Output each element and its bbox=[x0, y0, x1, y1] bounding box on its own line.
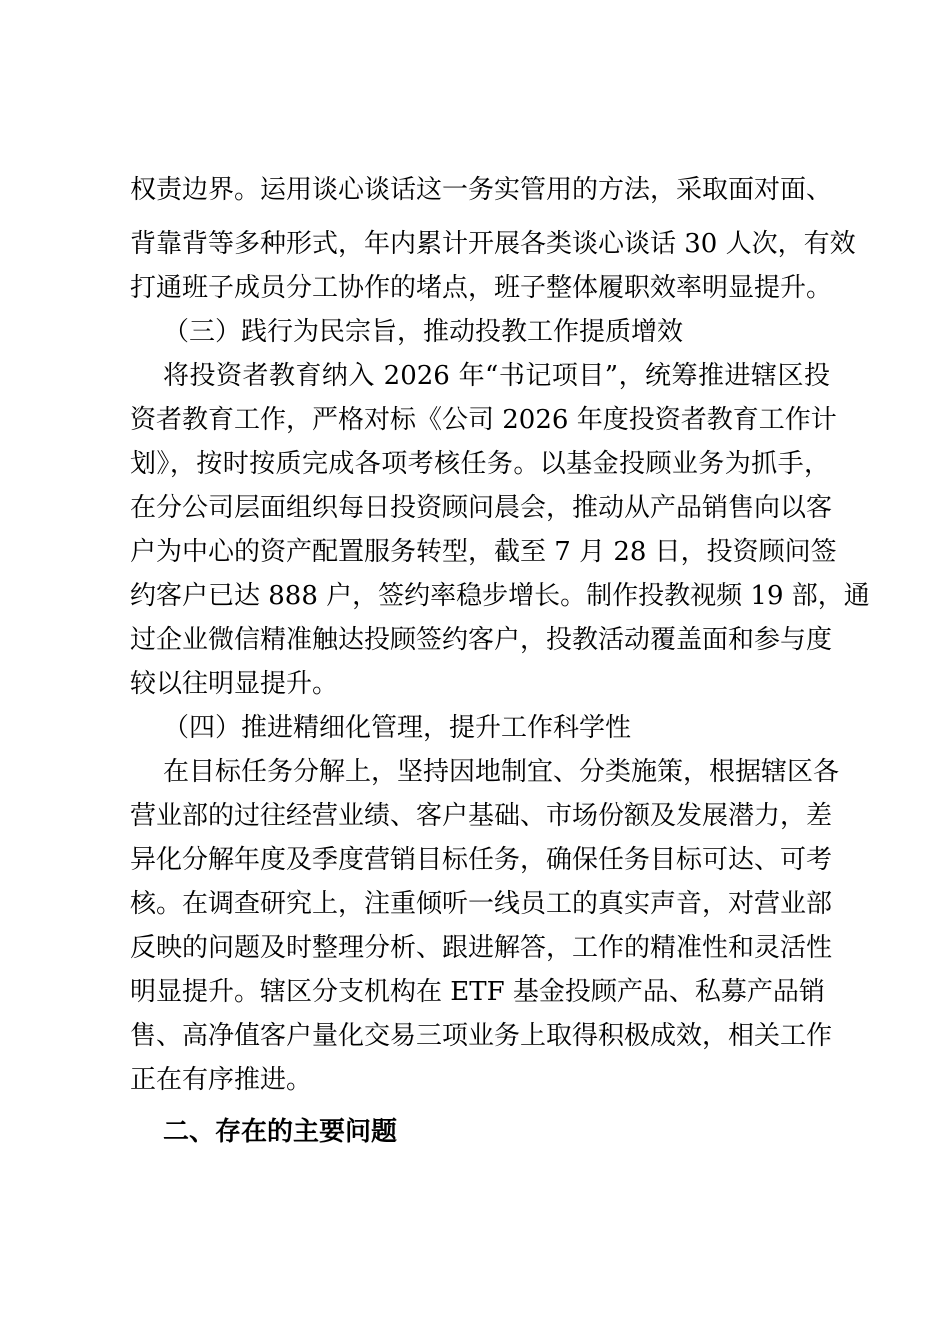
body-text-line: 过企业微信精准触达投顾签约客户，投教活动覆盖面和参与度 bbox=[130, 625, 833, 655]
body-text-line: 划》，按时按质完成各项考核任务。以基金投顾业务为抓手， bbox=[130, 449, 830, 479]
body-text-line: 将投资者教育纳入 2026 年“书记项目”，统筹推进辖区投 bbox=[163, 361, 830, 391]
body-text-line: 异化分解年度及季度营销目标任务，确保任务目标可达、可考 bbox=[130, 845, 833, 875]
body-text-line: 资者教育工作，严格对标《公司 2026 年度投资者教育工作计 bbox=[130, 405, 837, 435]
body-text-line: 背靠背等多种形式，年内累计开展各类谈心谈话 30 人次，有效 bbox=[130, 229, 856, 259]
body-text-line: 约客户已达 888 户，签约率稳步增长。制作投教视频 19 部，通 bbox=[130, 581, 870, 611]
body-text-line: 较以往明显提升。 bbox=[130, 669, 339, 699]
body-text-line: 营业部的过往经营业绩、客户基础、市场份额及发展潜力，差 bbox=[130, 801, 833, 831]
body-text-line: 正在有序推进。 bbox=[130, 1065, 313, 1095]
body-text-line: 核。在调查研究上，注重倾听一线员工的真实声音，对营业部 bbox=[130, 889, 833, 919]
body-text-line: 售、高净值客户量化交易三项业务上取得积极成效，相关工作 bbox=[130, 1021, 833, 1051]
body-text-line: 反映的问题及时整理分析、跟进解答，工作的精准性和灵活性 bbox=[130, 933, 833, 963]
body-text-line: 户为中心的资产配置服务转型，截至 7 月 28 日，投资顾问签 bbox=[130, 537, 837, 567]
body-text-line: 明显提升。辖区分支机构在 ETF 基金投顾产品、私募产品销 bbox=[130, 977, 825, 1007]
body-text-line: 权责边界。运用谈心谈话这一务实管用的方法，采取面对面、 bbox=[130, 175, 833, 205]
body-text-line: 在分公司层面组织每日投资顾问晨会，推动从产品销售向以客 bbox=[130, 493, 833, 523]
body-text-line: 打通班子成员分工协作的堵点，班子整体履职效率明显提升。 bbox=[130, 273, 833, 303]
section-heading-three: （三）践行为民宗旨，推动投教工作提质增效 bbox=[163, 317, 684, 347]
section-heading-four: （四）推进精细化管理，提升工作科学性 bbox=[163, 713, 632, 743]
chapter-heading: 二、存在的主要问题 bbox=[163, 1117, 398, 1147]
body-text-line: 在目标任务分解上，坚持因地制宜、分类施策，根据辖区各 bbox=[163, 757, 840, 787]
